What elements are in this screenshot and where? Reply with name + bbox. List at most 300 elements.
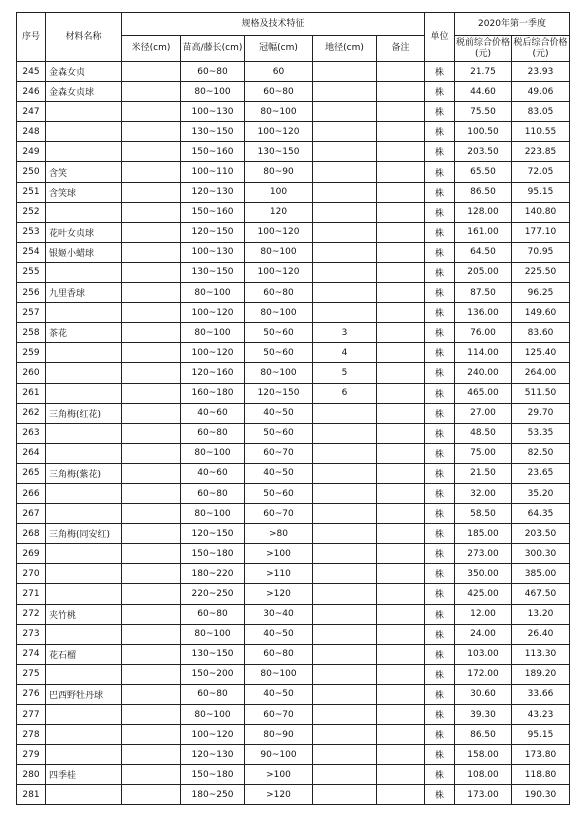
cell-mijing [122,122,181,142]
cell-material-name [46,443,122,463]
cell-mijing [122,202,181,222]
header-miaogao: 苗高/藤长(cm) [181,36,245,62]
cell-miaogao: 100~120 [181,725,245,745]
cell-dijing [313,162,377,182]
cell-unit: 株 [425,604,455,624]
table-row [17,62,570,82]
cell-unit: 株 [425,363,455,383]
cell-material-name [46,423,122,443]
cell-unit: 株 [425,222,455,242]
cell-post-tax-price: 189.20 [512,664,570,684]
cell-guanfu: 40~50 [245,624,313,644]
cell-pre-tax-price: 203.50 [455,142,512,162]
cell-miaogao: 60~80 [181,483,245,503]
cell-beizhu [377,162,425,182]
table-row [17,624,570,644]
cell-dijing [313,303,377,323]
cell-beizhu [377,644,425,664]
table-row [17,142,570,162]
cell-post-tax-price: 23.65 [512,463,570,483]
cell-material-name [46,142,122,162]
cell-mijing [122,544,181,564]
cell-unit: 株 [425,584,455,604]
cell-beizhu [377,745,425,765]
table-row [17,242,570,262]
cell-post-tax-price: 140.80 [512,202,570,222]
cell-material-name: 金森女贞 [46,62,122,82]
cell-unit: 株 [425,745,455,765]
cell-miaogao: 80~100 [181,443,245,463]
cell-material-name [46,584,122,604]
cell-dijing: 4 [313,343,377,363]
cell-miaogao: 180~250 [181,785,245,805]
cell-unit: 株 [425,624,455,644]
cell-mijing [122,705,181,725]
cell-no: 252 [17,202,46,222]
cell-mijing [122,564,181,584]
cell-post-tax-price: 96.25 [512,283,570,303]
cell-dijing [313,624,377,644]
cell-material-name: 花石榴 [46,644,122,664]
cell-unit: 株 [425,765,455,785]
cell-mijing [122,664,181,684]
cell-unit: 株 [425,262,455,282]
cell-mijing [122,303,181,323]
cell-beizhu [377,705,425,725]
cell-no: 279 [17,745,46,765]
table-row [17,262,570,282]
cell-beizhu [377,182,425,202]
cell-post-tax-price: 225.50 [512,262,570,282]
table-row [17,343,570,363]
cell-guanfu: 50~60 [245,423,313,443]
header-pre-tax: 税前综合价格(元) [455,36,512,62]
cell-beizhu [377,624,425,644]
cell-guanfu: 80~100 [245,102,313,122]
table-row [17,202,570,222]
cell-beizhu [377,262,425,282]
cell-guanfu: 100~120 [245,262,313,282]
cell-post-tax-price: 264.00 [512,363,570,383]
cell-mijing [122,504,181,524]
cell-material-name: 花叶女贞球 [46,222,122,242]
cell-dijing [313,765,377,785]
cell-no: 272 [17,604,46,624]
cell-mijing [122,283,181,303]
cell-post-tax-price: 70.95 [512,242,570,262]
cell-miaogao: 60~80 [181,684,245,704]
cell-guanfu: 80~100 [245,303,313,323]
cell-no: 273 [17,624,46,644]
cell-material-name [46,664,122,684]
cell-mijing [122,363,181,383]
cell-dijing [313,182,377,202]
cell-dijing [313,705,377,725]
cell-pre-tax-price: 32.00 [455,483,512,503]
cell-unit: 株 [425,785,455,805]
cell-miaogao: 120~150 [181,222,245,242]
cell-miaogao: 150~160 [181,202,245,222]
cell-dijing [313,222,377,242]
cell-pre-tax-price: 185.00 [455,524,512,544]
cell-no: 260 [17,363,46,383]
cell-mijing [122,182,181,202]
cell-mijing [122,624,181,644]
table-row [17,303,570,323]
cell-mijing [122,323,181,343]
cell-pre-tax-price: 108.00 [455,765,512,785]
table-row [17,383,570,403]
cell-guanfu: 120~150 [245,383,313,403]
cell-material-name: 四季桂 [46,765,122,785]
cell-pre-tax-price: 44.60 [455,82,512,102]
cell-miaogao: 100~130 [181,242,245,262]
cell-dijing [313,745,377,765]
cell-material-name [46,383,122,403]
cell-pre-tax-price: 48.50 [455,423,512,443]
cell-no: 276 [17,684,46,704]
cell-pre-tax-price: 24.00 [455,624,512,644]
cell-guanfu: 80~100 [245,242,313,262]
header-price-group: 2020年第一季度 [455,13,570,36]
cell-beizhu [377,122,425,142]
cell-guanfu: 50~60 [245,323,313,343]
cell-pre-tax-price: 158.00 [455,745,512,765]
cell-pre-tax-price: 128.00 [455,202,512,222]
cell-unit: 株 [425,725,455,745]
cell-pre-tax-price: 65.50 [455,162,512,182]
cell-dijing [313,504,377,524]
cell-post-tax-price: 83.60 [512,323,570,343]
table-row [17,604,570,624]
cell-no: 254 [17,242,46,262]
cell-unit: 株 [425,483,455,503]
cell-beizhu [377,785,425,805]
cell-beizhu [377,604,425,624]
cell-pre-tax-price: 240.00 [455,363,512,383]
cell-miaogao: 130~150 [181,262,245,282]
cell-beizhu [377,323,425,343]
cell-pre-tax-price: 205.00 [455,262,512,282]
table-row [17,323,570,343]
cell-guanfu: >100 [245,544,313,564]
cell-guanfu: 80~90 [245,725,313,745]
cell-unit: 株 [425,242,455,262]
cell-mijing [122,725,181,745]
cell-miaogao: 120~160 [181,363,245,383]
table-row [17,544,570,564]
cell-miaogao: 80~100 [181,283,245,303]
cell-beizhu [377,142,425,162]
table-row [17,483,570,503]
cell-beizhu [377,725,425,745]
cell-material-name [46,624,122,644]
cell-guanfu: >110 [245,564,313,584]
cell-material-name: 金森女贞球 [46,82,122,102]
cell-no: 246 [17,82,46,102]
cell-post-tax-price: 43.23 [512,705,570,725]
cell-guanfu: 50~60 [245,483,313,503]
cell-mijing [122,644,181,664]
cell-beizhu [377,343,425,363]
header-spec-group: 规格及技术特征 [122,13,425,36]
cell-pre-tax-price: 100.50 [455,122,512,142]
cell-material-name [46,343,122,363]
cell-beizhu [377,584,425,604]
cell-miaogao: 150~180 [181,544,245,564]
cell-unit: 株 [425,303,455,323]
cell-unit: 株 [425,82,455,102]
cell-dijing [313,202,377,222]
cell-material-name: 三角梅(紫花) [46,463,122,483]
cell-post-tax-price: 72.05 [512,162,570,182]
cell-beizhu [377,564,425,584]
cell-mijing [122,423,181,443]
cell-beizhu [377,544,425,564]
cell-material-name [46,544,122,564]
cell-no: 253 [17,222,46,242]
cell-post-tax-price: 35.20 [512,483,570,503]
cell-mijing [122,403,181,423]
cell-dijing [313,524,377,544]
cell-beizhu [377,524,425,544]
cell-mijing [122,604,181,624]
cell-unit: 株 [425,684,455,704]
table-row [17,644,570,664]
cell-no: 263 [17,423,46,443]
cell-dijing [313,644,377,664]
cell-material-name: 茶花 [46,323,122,343]
header-guanfu: 冠幅(cm) [245,36,313,62]
cell-mijing [122,684,181,704]
cell-dijing: 3 [313,323,377,343]
cell-unit: 株 [425,102,455,122]
cell-no: 247 [17,102,46,122]
cell-beizhu [377,82,425,102]
cell-unit: 株 [425,524,455,544]
cell-material-name: 含笑球 [46,182,122,202]
cell-pre-tax-price: 76.00 [455,323,512,343]
cell-miaogao: 100~110 [181,162,245,182]
cell-mijing [122,745,181,765]
cell-pre-tax-price: 173.00 [455,785,512,805]
cell-pre-tax-price: 114.00 [455,343,512,363]
cell-no: 250 [17,162,46,182]
cell-no: 270 [17,564,46,584]
cell-post-tax-price: 83.05 [512,102,570,122]
table-row [17,122,570,142]
cell-material-name [46,122,122,142]
cell-miaogao: 130~150 [181,644,245,664]
cell-pre-tax-price: 39.30 [455,705,512,725]
cell-miaogao: 40~60 [181,403,245,423]
cell-unit: 株 [425,463,455,483]
cell-unit: 株 [425,564,455,584]
cell-post-tax-price: 300.30 [512,544,570,564]
cell-no: 275 [17,664,46,684]
table-header [17,13,570,62]
cell-material-name: 银姬小蜡球 [46,242,122,262]
cell-dijing [313,785,377,805]
cell-post-tax-price: 26.40 [512,624,570,644]
table-row [17,423,570,443]
cell-pre-tax-price: 21.50 [455,463,512,483]
cell-miaogao: 80~100 [181,504,245,524]
cell-guanfu: 80~100 [245,363,313,383]
cell-no: 249 [17,142,46,162]
cell-unit: 株 [425,343,455,363]
cell-beizhu [377,423,425,443]
table-row [17,664,570,684]
cell-no: 251 [17,182,46,202]
cell-guanfu: 60~70 [245,504,313,524]
cell-post-tax-price: 149.60 [512,303,570,323]
cell-mijing [122,142,181,162]
cell-pre-tax-price: 136.00 [455,303,512,323]
cell-dijing [313,423,377,443]
cell-mijing [122,162,181,182]
cell-beizhu [377,463,425,483]
cell-guanfu: >120 [245,584,313,604]
cell-pre-tax-price: 87.50 [455,283,512,303]
cell-dijing [313,564,377,584]
cell-material-name: 三角梅(红花) [46,403,122,423]
table-row [17,222,570,242]
cell-mijing [122,343,181,363]
cell-mijing [122,584,181,604]
cell-mijing [122,524,181,544]
table-row [17,403,570,423]
cell-pre-tax-price: 30.60 [455,684,512,704]
cell-material-name [46,705,122,725]
cell-miaogao: 150~180 [181,765,245,785]
cell-guanfu: 90~100 [245,745,313,765]
cell-unit: 株 [425,323,455,343]
cell-post-tax-price: 82.50 [512,443,570,463]
cell-guanfu: 60~80 [245,283,313,303]
cell-miaogao: 220~250 [181,584,245,604]
cell-post-tax-price: 385.00 [512,564,570,584]
cell-no: 258 [17,323,46,343]
cell-no: 269 [17,544,46,564]
price-table-container [16,12,570,805]
cell-miaogao: 60~80 [181,62,245,82]
cell-pre-tax-price: 86.50 [455,725,512,745]
cell-mijing [122,443,181,463]
cell-guanfu: 100~120 [245,122,313,142]
cell-post-tax-price: 173.80 [512,745,570,765]
cell-dijing [313,242,377,262]
cell-beizhu [377,383,425,403]
cell-post-tax-price: 64.35 [512,504,570,524]
cell-beizhu [377,765,425,785]
cell-no: 271 [17,584,46,604]
cell-dijing [313,604,377,624]
cell-post-tax-price: 118.80 [512,765,570,785]
cell-guanfu: 120 [245,202,313,222]
cell-post-tax-price: 95.15 [512,725,570,745]
cell-miaogao: 150~200 [181,664,245,684]
cell-unit: 株 [425,383,455,403]
cell-guanfu: 60~80 [245,82,313,102]
cell-material-name: 九里香球 [46,283,122,303]
cell-guanfu: 60~70 [245,705,313,725]
cell-pre-tax-price: 27.00 [455,403,512,423]
cell-no: 265 [17,463,46,483]
header-no: 序号 [17,13,46,62]
cell-guanfu: 60~80 [245,644,313,664]
cell-no: 261 [17,383,46,403]
cell-guanfu: 100~120 [245,222,313,242]
cell-dijing [313,403,377,423]
cell-beizhu [377,102,425,122]
table-row [17,684,570,704]
cell-guanfu: 60 [245,62,313,82]
header-name: 材料名称 [46,13,122,62]
cell-unit: 株 [425,544,455,564]
cell-pre-tax-price: 172.00 [455,664,512,684]
cell-material-name [46,262,122,282]
cell-guanfu: 100 [245,182,313,202]
cell-guanfu: 50~60 [245,343,313,363]
cell-no: 248 [17,122,46,142]
cell-dijing [313,463,377,483]
cell-unit: 株 [425,283,455,303]
table-row [17,102,570,122]
cell-dijing [313,443,377,463]
cell-dijing [313,102,377,122]
cell-no: 274 [17,644,46,664]
cell-miaogao: 100~120 [181,343,245,363]
cell-unit: 株 [425,202,455,222]
cell-pre-tax-price: 273.00 [455,544,512,564]
cell-pre-tax-price: 161.00 [455,222,512,242]
cell-miaogao: 80~100 [181,705,245,725]
cell-post-tax-price: 33.66 [512,684,570,704]
header-beizhu: 备注 [377,36,425,62]
table-body [17,62,570,805]
cell-unit: 株 [425,403,455,423]
cell-beizhu [377,664,425,684]
cell-no: 278 [17,725,46,745]
cell-material-name [46,564,122,584]
cell-guanfu: 80~100 [245,664,313,684]
cell-post-tax-price: 223.85 [512,142,570,162]
cell-beizhu [377,283,425,303]
cell-material-name: 巴西野牡丹球 [46,684,122,704]
cell-post-tax-price: 113.30 [512,644,570,664]
cell-miaogao: 60~80 [181,604,245,624]
cell-guanfu: 40~50 [245,403,313,423]
cell-dijing [313,283,377,303]
table-row [17,564,570,584]
cell-unit: 株 [425,664,455,684]
cell-material-name [46,504,122,524]
cell-miaogao: 100~130 [181,102,245,122]
cell-mijing [122,785,181,805]
cell-no: 268 [17,524,46,544]
cell-post-tax-price: 23.93 [512,62,570,82]
cell-miaogao: 60~80 [181,423,245,443]
cell-beizhu [377,303,425,323]
cell-no: 255 [17,262,46,282]
cell-miaogao: 40~60 [181,463,245,483]
cell-post-tax-price: 177.10 [512,222,570,242]
cell-post-tax-price: 53.35 [512,423,570,443]
cell-pre-tax-price: 103.00 [455,644,512,664]
cell-dijing [313,684,377,704]
cell-beizhu [377,222,425,242]
